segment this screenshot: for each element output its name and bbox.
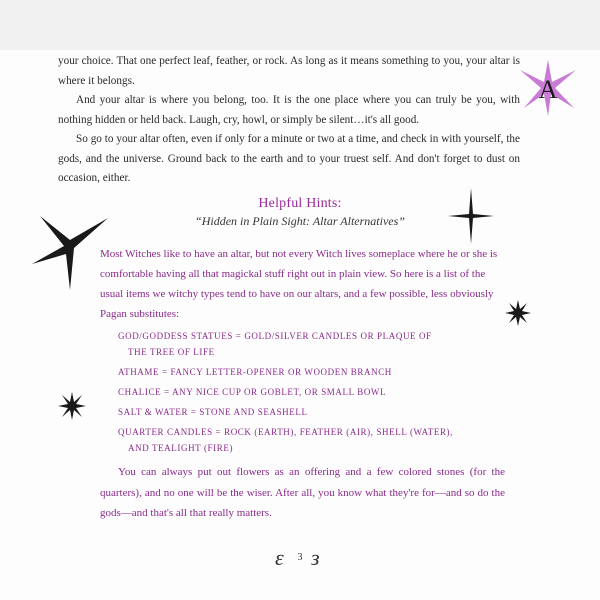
corner-letter: A — [538, 75, 558, 104]
hints-intro-text: Most Witches like to have an altar, but not every Witch lives someplace where he or she is comfortable having all that magickal stuff right out in plain view. So here is a list of the usual items we witchy types tend to have on our altars, and a few possible, less obviously Pagan substitutes: — [100, 248, 498, 320]
page-footer — [265, 545, 335, 571]
list-item-line: ATHAME = FANCY LETTER-OPENER OR WOODEN BRANCH — [118, 367, 392, 377]
large-star-icon — [30, 212, 110, 292]
list-item-line: THE TREE OF LIFE — [128, 347, 215, 357]
paragraph-3: So go to your altar often, even if only for a minute or two at a time, and check in with yourself, the gods, and the universe. Ground back to the earth and to your truest self. And don't forget to dust on occasion, either. — [58, 133, 520, 184]
list-item — [118, 328, 478, 360]
hints-title: Helpful Hints: — [258, 196, 342, 211]
page-number: 3 — [297, 552, 303, 563]
list-item — [118, 424, 478, 456]
list-item — [118, 404, 478, 420]
list-item-line: GOD/GODDESS STATUES = GOLD/SILVER CANDLES OR PLAQUE OF — [118, 331, 432, 341]
sparkle-star-icon — [448, 188, 494, 244]
hints-closing — [100, 462, 505, 524]
corner-star-icon — [520, 60, 576, 116]
list-item-line: QUARTER CANDLES = ROCK (EARTH), FEATHER (AIR), SHELL (WATER), — [118, 427, 453, 437]
footer-ornament-right: з — [311, 545, 320, 570]
body-text — [58, 52, 520, 189]
list-item — [118, 364, 478, 380]
hints-closing-text: You can always put out flowers as an offering and a few colored stones (for the quarters), and no one will be the wiser. After all, you know what they're for—and so do the gods—and that's all that really matters. — [100, 466, 505, 519]
top-margin — [0, 0, 600, 50]
list-item-line: CHALICE = ANY NICE CUP OR GOBLET, OR SMALL BOWL — [118, 387, 387, 397]
hints-subtitle: “Hidden in Plain Sight: Altar Alternatives” — [195, 214, 405, 228]
small-star-icon — [505, 300, 531, 326]
footer-ornament-left: ε — [275, 545, 284, 570]
small-star-left-icon — [58, 392, 86, 420]
list-item-line: SALT & WATER = STONE AND SEASHELL — [118, 407, 308, 417]
hints-intro — [100, 244, 505, 324]
paragraph-2: And your altar is where you belong, too. It is the one place where you can truly be you, with nothing hidden or held back. Laugh, cry, howl, or simply be silent…it's all good. — [58, 94, 520, 126]
list-item-line: AND TEALIGHT (FIRE) — [128, 443, 234, 453]
paragraph-1: your choice. That one perfect leaf, feather, or rock. As long as it means something to you, your altar is where it belongs. — [58, 55, 520, 87]
list-item — [118, 384, 478, 400]
